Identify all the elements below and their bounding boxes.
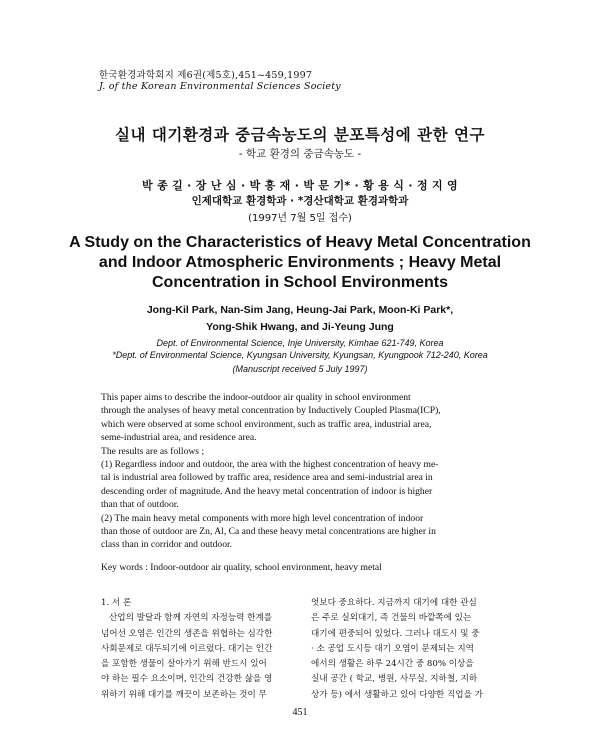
abstract-line: descending order of magnitude. And the heavy metal concentration of indoor is higher bbox=[101, 485, 433, 497]
abstract-line: than that of outdoor. bbox=[101, 499, 179, 511]
abstract-line: tal is industrial area followed by traffic area, residence area and semi-industrial area in bbox=[101, 472, 433, 484]
english-title-line: A Study on the Characteristics of Heavy Metal Concentration bbox=[69, 234, 531, 251]
abstract-line: which were observed at some school environment, such as traffic area, industrial area, bbox=[101, 418, 432, 430]
korean-authors: 박 종 길 · 장 난 심 · 박 흥 재 · 박 문 기* · 황 용 식 · 정 지 영 bbox=[142, 179, 458, 192]
body-line: 사회문제로 대두되기에 이르렀다. 대기는 인간 bbox=[101, 643, 273, 654]
body-line: 야 하는 필수 요소이며, 인간의 건강한 삶을 영 bbox=[101, 674, 273, 685]
journal-citation-en: J. of the Korean Environmental Sciences Society bbox=[99, 81, 341, 92]
body-line: 넘어선 오염은 인간의 생존을 위협하는 심각한 bbox=[101, 628, 273, 639]
korean-subtitle: - 학교 환경의 중금속농도 - bbox=[238, 148, 362, 160]
body-line: 대기에 편중되어 있었다. 그러나 대도시 및 중 bbox=[311, 628, 480, 639]
keywords: Key words : Indoor-outdoor air quality, school environment, heavy metal bbox=[101, 562, 382, 573]
abstract-line: class than in corridor and outdoor. bbox=[101, 539, 233, 551]
abstract-line: This paper aims to describe the indoor-outdoor air quality in school environment bbox=[101, 392, 411, 403]
body-line: 에서의 생활은 하루 24시간 중 80% 이상을 bbox=[311, 659, 474, 670]
body-line: 엇보다 중요하다. 지금까지 대기에 대한 관심 bbox=[311, 598, 477, 608]
body-line: 은 주로 실외대기, 즉 건물의 바깥쪽에 있는 bbox=[311, 613, 472, 624]
body-column-left bbox=[101, 596, 301, 703]
body-column-right bbox=[311, 596, 511, 703]
korean-received-date: (1997년 7월 5일 접수) bbox=[248, 213, 352, 224]
korean-affiliation: 인제대학교 환경학과 · *경산대학교 환경과학과 bbox=[191, 195, 409, 207]
english-authors-line: Jong-Kil Park, Nan-Sim Jang, Heung-Jai Park, Moon-Ki Park*, bbox=[146, 304, 454, 316]
journal-citation-ko: 한국환경과학회지 제6권(제5호),451~459,1997 bbox=[99, 70, 313, 81]
abstract-line: through the analyses of heavy metal concentration by Inductively Coupled Plasma(ICP), bbox=[101, 405, 441, 417]
english-received-date: (Manuscript received 5 July 1997) bbox=[232, 364, 368, 374]
page-number: 451 bbox=[292, 707, 308, 718]
body-line: 실내 공간 ( 학교, 병원, 사무실, 지하철, 지하 bbox=[311, 674, 478, 685]
abstract-line: The results are as follows ; bbox=[101, 445, 205, 457]
body-line: 산업의 발달과 함께 자연의 자정능력 한계를 bbox=[109, 613, 273, 624]
abstract-line: than those of outdoor are Zn, Al, Ca and these heavy metal concentrations are higher in bbox=[101, 526, 436, 538]
abstract-line: seme-industrial area, and residence area. bbox=[101, 432, 257, 444]
english-authors-line: Yong-Shik Hwang, and Ji-Yeung Jung bbox=[206, 321, 394, 333]
body-line: · 소 공업 도시등 대기 오염이 문제되는 지역 bbox=[311, 643, 474, 654]
abstract-line: (2) The main heavy metal components with more high level concentration of indoor bbox=[101, 512, 424, 524]
abstract bbox=[101, 391, 511, 552]
body-line: 을 포함한 생물이 살아가기 위해 반드시 있어 bbox=[101, 659, 267, 670]
section-heading-introduction: 1. 서 론 bbox=[101, 598, 132, 608]
english-title-line: and Indoor Atmospheric Environments ; Heavy Metal bbox=[98, 254, 502, 271]
body-line: 상가 등) 에서 생활하고 있어 다양한 직업을 가 bbox=[311, 689, 483, 700]
english-affiliation-line: Dept. of Environmental Science, Inje University, Kimhae 621-749, Korea bbox=[156, 338, 444, 348]
english-affiliation-line: *Dept. of Environmental Science, Kyungsan University, Kyungsan, Kyungpook 712-240, Korea bbox=[112, 350, 488, 360]
body-line: 위하기 위해 대기를 깨끗이 보존하는 것이 무 bbox=[101, 689, 267, 700]
abstract-line: (1) Regardless indoor and outdoor, the area with the highest concentration of heavy me- bbox=[101, 459, 439, 471]
english-title-line: Concentration in School Environments bbox=[151, 274, 449, 291]
korean-title: 실내 대기환경과 중금속농도의 분포특성에 관한 연구 bbox=[115, 126, 485, 144]
